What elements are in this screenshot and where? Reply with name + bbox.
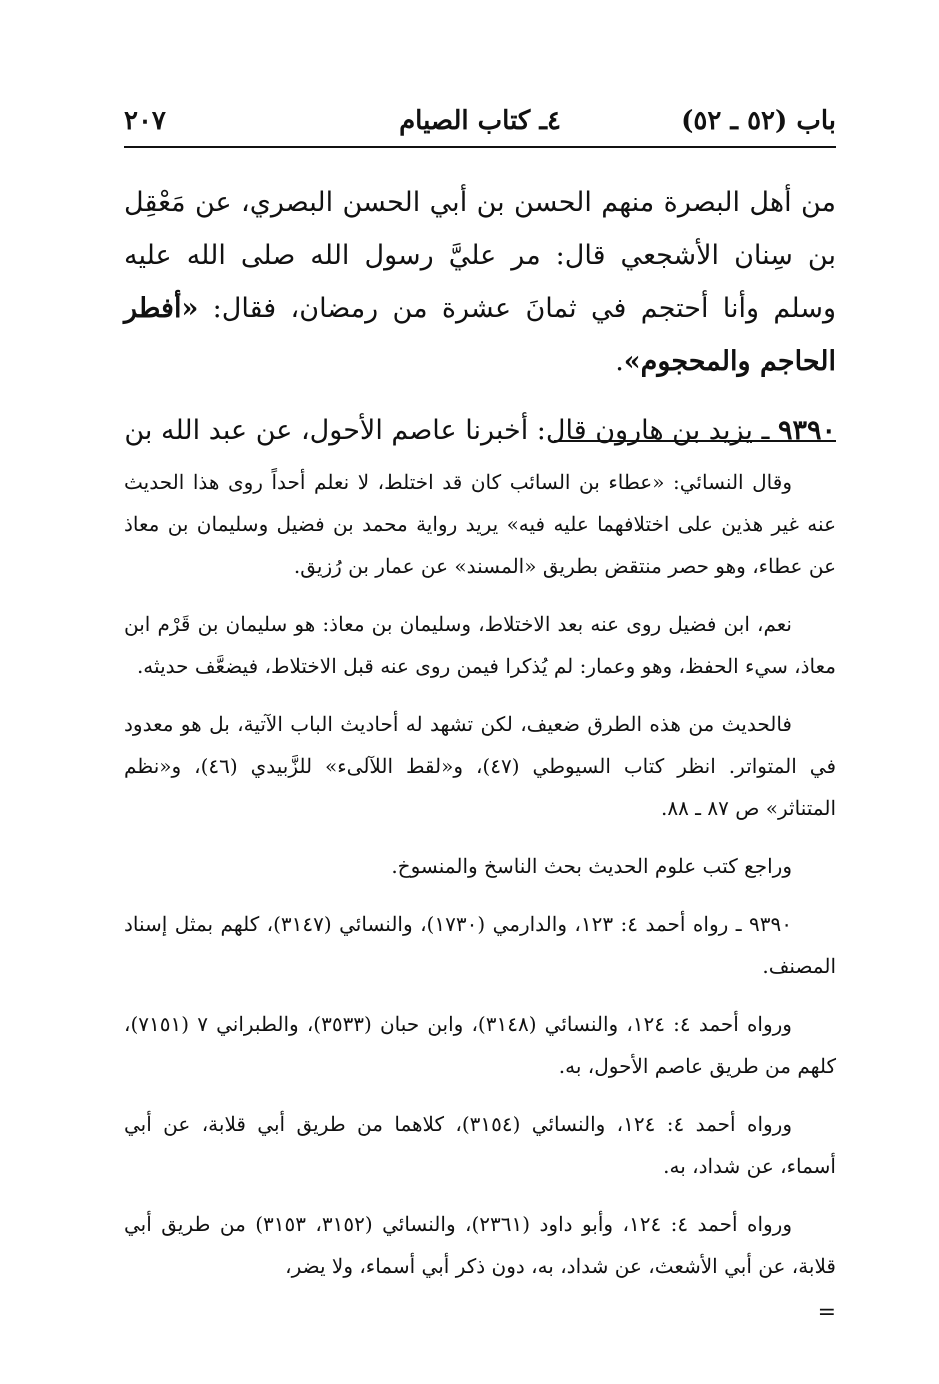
hadith-text: ـ يزيد بن هارون قال: أخبرنا عاصم الأحول، عن عبد الله بن	[124, 415, 778, 446]
hadith-number: ٩٣٩٠	[777, 415, 836, 446]
hadith-quote: «أفطر الحاجم والمحجوم»	[124, 293, 836, 377]
book-page	[124, 0, 836, 1384]
footnote-separator	[554, 440, 836, 442]
footnote-paragraph: ٩٣٩٠ ـ رواه أحمد ٤: ١٢٣، والدارمي (١٧٣٠)، والنسائي (٣١٤٧)، كلهم بمثل إسناد المصنف.	[124, 912, 836, 978]
continuation-mark: =	[817, 1300, 836, 1325]
footnote-paragraph: فالحديث من هذه الطرق ضعيف، لكن تشهد له أحاديث الباب الآتية، بل هو معدود في المتواتر. انظر كتاب السيوطي (٤٧)، و«لقط اللآلىء» للزَّبيدي (٤٦)، و«نظم المتناثر» ص ٨٧ ـ ٨٨.	[124, 712, 836, 820]
hadith-text: من أهل البصرة منهم الحسن بن أبي الحسن البصري، عن مَعْقِل بن سِنان الأشجعي قال: مر عليَّ رسول الله صلى الله عليه وسلم وأنا أحتجم في ثمانَ عشرة من رمضان، فقال:	[124, 187, 836, 324]
chapter-reference: باب (٥٢ ـ ٥٢)	[681, 106, 836, 136]
footnote-paragraph: وراجع كتب علوم الحديث بحث الناسخ والمنسوخ.	[391, 854, 792, 878]
footnote-paragraph: وقال النسائي: «عطاء بن السائب كان قد اختلط، لا نعلم أحداً روى هذا الحديث عنه غير هذين على اختلافهما عليه فيه» يريد رواية محمد بن فضيل وسليمان بن معاذ عن عطاء، وهو حصر منتقض بطريق «المسند» عن عمار بن رُزيق.	[124, 470, 836, 578]
footnote-paragraph: ورواه أحمد ٤: ١٢٤، وأبو داود (٢٣٦١)، والنسائي (٣١٥٢، ٣١٥٣) من طريق أبي قلابة، عن أبي الأشعث، عن شداد، به، دون ذكر أبي أسماء، ولا يضر،	[124, 1212, 836, 1278]
book-title: ٤ـ كتاب الصيام	[399, 106, 561, 136]
hadith-paragraph	[124, 176, 836, 388]
footnote-paragraph: ورواه أحمد ٤: ١٢٤، والنسائي (٣١٥٤)، كلاهما من طريق أبي قلابة، عن أبي أسماء، عن شداد، به.	[124, 1112, 836, 1178]
hadith-paragraph	[124, 404, 836, 457]
page-number: ٢٠٧	[124, 106, 166, 136]
footnote-paragraph: ورواه أحمد ٤: ١٢٤، والنسائي (٣١٤٨)، وابن حبان (٣٥٣٣)، والطبراني ٧ (٧١٥١)، كلهم من طريق عاصم الأحول، به.	[124, 1012, 836, 1078]
running-header	[124, 100, 836, 148]
hadith-end: .	[615, 346, 624, 377]
footnotes	[124, 461, 836, 1303]
main-text	[124, 176, 836, 473]
footnote-paragraph: نعم، ابن فضيل روى عنه بعد الاختلاط، وسليمان بن معاذ: هو سليمان بن قَرْم ابن معاذ، سيء الحفظ، وهو وعمار: لم يُذكرا فيمن روى عنه قبل الاختلاط، فيضعَّف حديثه.	[124, 612, 836, 678]
